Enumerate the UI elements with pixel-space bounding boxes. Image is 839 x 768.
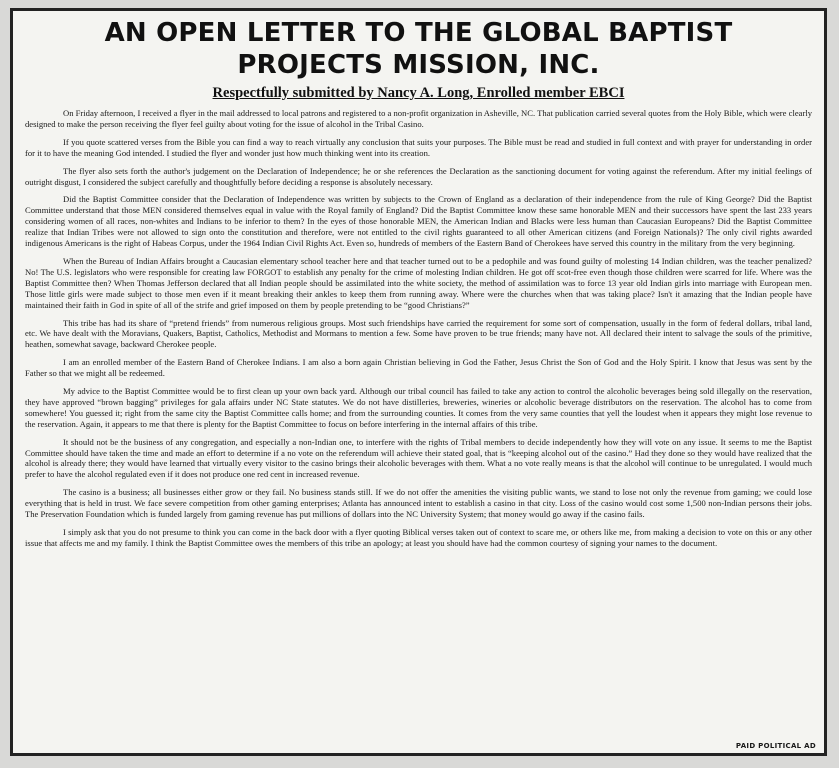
paragraph-10: The casino is a business; all businesses either grow or they fail. No business stands still. If we do not offer the amenities the visiting public wants, we stand to lose not only the revenue from gaming; we could lose everything that is held in trust. We face severe competition from other gaming enterprises; Atlanta has announced intent to establish a casino in that city. Loss of the casino would cost some 1,500 non-Indian persons their jobs. The Preservation Foundation which is funded largely from gaming revenue has put millions of dollars into the NC University System; that money would go away if the casino fails. <box>25 487 812 520</box>
paragraph-6: This tribe has had its share of “pretend friends” from numerous religious groups. Most such friendships have carried the requirement for some sort of compensation, usually in the form of federal dollars, tribal land, etc. We have dealt with the Moravians, Quakers, Baptist, Catholics, Methodist and Mormans to mention a few. Some have proven to be true friends; many have not. All declared their intent to salvage the souls of the primitive, heathen, somewhat savage, backward Cherokee people. <box>25 317 812 350</box>
paragraph-5: When the Bureau of Indian Affairs brought a Caucasian elementary school teacher here and that teacher turned out to be a pedophile and was found guilty of molesting 14 Indian children, was the teacher penalized? No! The U.S. legislators who were responsible for creating law FORGOT to establish any penalty for the crime of molesting Indian children. He got off scot-free even though those children were scarred for life. Where was the Baptist Committee then? When Thomas Jefferson declared that all Indian people should be assimilated into the white society, the method of assimilation was to force 13 year old Indian girls into marriage with European men. Those little girls were made subject to those men even if it meant breaking their ankles to keep them from running away. Where were the churches when that was taking place? Isn't it amazing that the Indian people have maintained their faith in God in spite of all of the strife and grief imposed on them by people pretending to be “good Christians?” <box>25 255 812 310</box>
letter-byline: Respectfully submitted by Nancy A. Long, Enrolled member EBCI <box>212 85 625 101</box>
paragraph-7: I am an enrolled member of the Eastern Band of Cherokee Indians. I am also a born again Christian believing in God the Father, Jesus Christ the Son of God and the Holy Spirit. I know that Jesus was sent by the Father so that we might all be redeemed. <box>25 357 812 379</box>
paragraph-3: The flyer also sets forth the author's judgement on the Declaration of Independence; he or she references the Declaration as the sanctioning document for voting against the referendum. After my initial feelings of outright disgust, I considered the subject carefully and thoughtfully before deciding a response is absolutely necessary. <box>25 165 812 187</box>
paragraph-8: My advice to the Baptist Committee would be to first clean up your own back yard. Although our tribal council has failed to take any action to control the alcoholic beverages being sold illegally on the reservation, they have approved “brown bagging” privileges for gala affairs under NC State statutes. We do not have distilleries, breweries, wineries or alcoholic beverage distributors on the reservation. The alcohol has to come from somewhere! You guessed it; right from the same city the Baptist Committee calls home; and from the surrounding counties. It comes from the very same counties that yell the loudest when it appears they might lose revenue to the reservation. Again, it appears to me that there is plenty for the Baptist Committee to focus on before interfering in the internal affairs of this tribe. <box>25 386 812 429</box>
letter-title: AN OPEN LETTER TO THE GLOBAL BAPTIST PROJECTS MISSION, INC. <box>104 18 733 80</box>
paragraph-1: On Friday afternoon, I received a flyer in the mail addressed to local patrons and registered to a non-profit organization in Asheville, NC. That publication carried several quotes from the Holy Bible, which were clearly designed to make the person receiving the flyer feel guilty about voting for the issue of alcohol in the Tribal Casino. <box>25 108 813 129</box>
paragraph-2: If you quote scattered verses from the Bible you can find a way to reach virtually any conclusion that suits your purposes. The Bible must be read and studied in full context and with prayer for understanding in order for it to have the meaning God intended. I studied the flyer and wonder just how much thinking went into its creation. <box>25 136 812 158</box>
paragraph-9: It should not be the business of any congregation, and especially a non-Indian one, to interfere with the rights of Tribal members to decide independently how they will vote on any issue. It seems to me the Baptist Committee should have taken the time and made an effort to determine if a no vote on the referendum will achieve their stated goal, that is “keeping alcohol out of the casino.” Had they done so they would have realized that the alcohol is already there; they would have learned that virtually every visitor to the casino brings their alcoholic beverages with them. What a no vote really means is that the alcohol will continue to be unregulated. I would much prefer to have the alcohol regulated even if it does not produce one red cent in increased revenue. <box>25 436 812 480</box>
paragraph-11: I simply ask that you do not presume to think you can come in the back door with a flyer quoting Biblical verses taken out of context to scare me, or others like me, from making a decision to vote on this or any other issue that affects me and my family. I think the Baptist Committee owes the members of this tribe an apology; at least you should have had the common courtesy of signing your names to the document. <box>25 527 812 548</box>
letter-body <box>13 108 824 549</box>
paragraph-4: Did the Baptist Committee consider that the Declaration of Independence was written by subjects to the Crown of England as a declaration of their independence from the rule of King George? Did the Baptist Committee understand that those MEN considered themselves equal in value with the Royal family of England? Did the Baptist Committee know these same honorable MEN and their successors have spent the last 233 years considering women of all races, non-whites and Indians to be inferior to them? In the eyes of those honorable MEN, the American Indian and Blacks were less human than Caucasian Europeans? Did the Baptist Committee realize that Indian Tribes were not allowed to sign onto the constitution and therefore, were not entitled to the civil rights guaranteed to all other American citizens (and Foreign Nationals)? The only civil rights awarded indigenous Americans is the right of Habeas Corpus, under the 1964 Indian Civil Rights Act. Even so, hundreds of members of the Eastern Band of Cherokees have served this country in the military from the very beginning. <box>25 194 812 249</box>
newspaper-ad <box>10 8 827 756</box>
paid-political-ad-label: PAID POLITICAL AD <box>735 742 816 750</box>
